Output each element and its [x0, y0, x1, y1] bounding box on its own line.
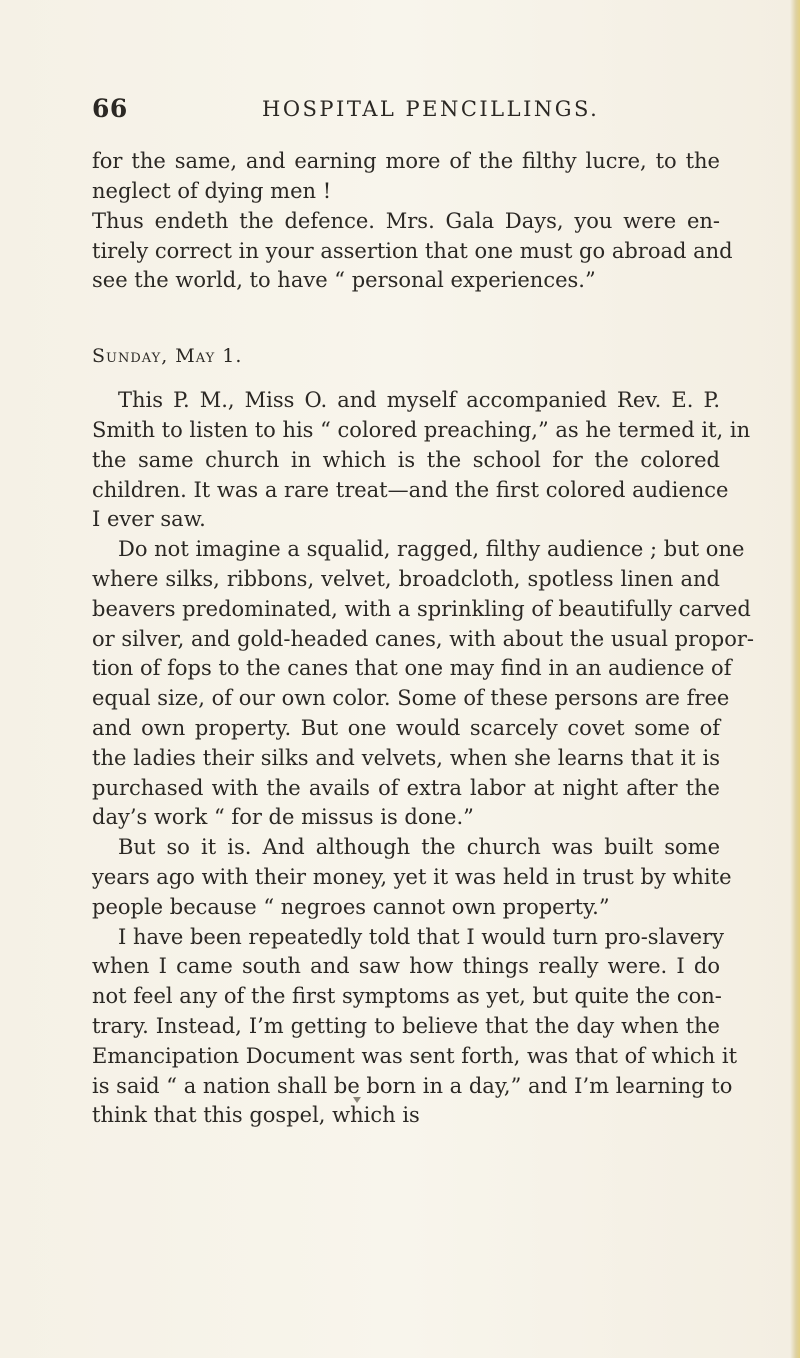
page-edge-stain [790, 0, 800, 1358]
text-line: equal size, of our own color. Some of these persons are free [92, 686, 730, 710]
text-line: years ago with their money, yet it was held in trust by white [92, 865, 732, 889]
text-line: for the same, and earning more of the filthy lucre, to the [92, 149, 720, 173]
text-line: This P. M., Miss O. and myself accompanied Rev. E. P. [118, 388, 720, 412]
text-line: the ladies their silks and velvets, when she learns that it is [92, 746, 720, 770]
text-line: Emancipation Document was sent forth, was that of which it [92, 1044, 738, 1068]
text-line: tion of fops to the canes that one may find in an audience of [92, 656, 732, 680]
text-line: purchased with the avails of extra labor at night after the [92, 776, 720, 800]
ink-mark [353, 1097, 361, 1103]
text-line: where silks, ribbons, velvet, broadcloth, spotless linen and [92, 567, 720, 591]
text-line: is said “ a nation shall be born in a day,” and I’m learning to [92, 1074, 733, 1098]
running-head: HOSPITAL PENCILLINGS. [262, 97, 600, 121]
text-line: Smith to listen to his “ colored preaching,” as he termed it, in [92, 418, 751, 442]
text-line: or silver, and gold-headed canes, with about the usual propor- [92, 627, 754, 651]
text-line: the same church in which is the school for the colored [92, 448, 720, 472]
text-line: and own property. But one would scarcely covet some of [92, 716, 720, 740]
text-line: see the world, to have “ personal experiences.” [92, 268, 596, 292]
text-line: think that this gospel, which is [92, 1103, 420, 1127]
text-line: beavers predominated, with a sprinkling of beautifully carved [92, 597, 751, 621]
text-line: Thus endeth the defence. Mrs. Gala Days, you were en- [92, 209, 720, 233]
text-line: day’s work “ for de missus is done.” [92, 805, 474, 829]
text-line: I have been repeatedly told that I would turn pro-slavery [118, 925, 724, 949]
text-line: when I came south and saw how things really were. I do [92, 954, 720, 978]
text-line: neglect of dying men ! [92, 179, 332, 203]
text-line: tirely correct in your assertion that one must go abroad and [92, 239, 733, 263]
text-line: people because “ negroes cannot own property.” [92, 895, 610, 919]
date-heading: Sunday, May 1. [92, 345, 243, 367]
text-line: But so it is. And although the church was built some [118, 835, 720, 859]
text-line: children. It was a rare treat—and the first colored audience [92, 478, 729, 502]
text-line: I ever saw. [92, 507, 206, 531]
text-line: not feel any of the first symptoms as yet, but quite the con- [92, 984, 722, 1008]
text-line: trary. Instead, I’m getting to believe that the day when the [92, 1014, 720, 1038]
text-line: Do not imagine a squalid, ragged, filthy audience ; but one [118, 537, 745, 561]
page-header [92, 94, 732, 124]
page-number: 66 [92, 94, 128, 123]
